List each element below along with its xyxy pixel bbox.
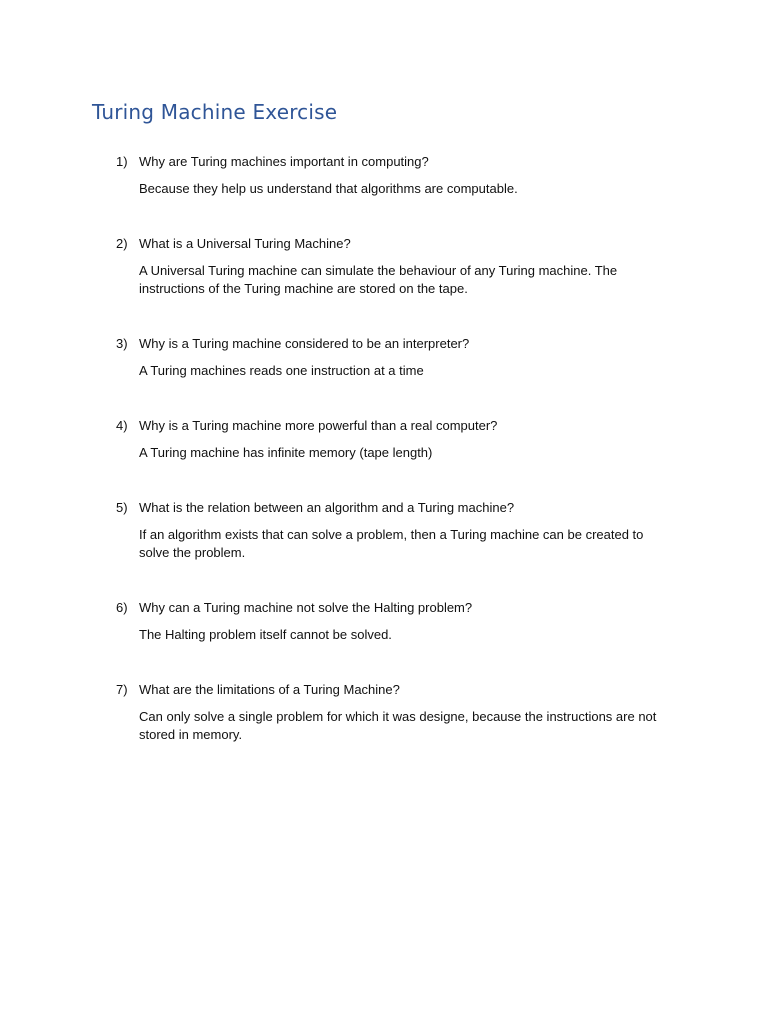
answer-text: A Turing machine has infinite memory (tape length) <box>139 445 433 460</box>
question-text: What are the limitations of a Turing Machine? <box>139 682 400 697</box>
question-text: What is a Universal Turing Machine? <box>139 236 351 251</box>
document-title: Turing Machine Exercise <box>92 100 338 124</box>
answer-text: A Universal Turing machine can simulate the behaviour of any Turing machine. The instructions of the Turing machine are stored on the tape. <box>139 263 618 296</box>
question-number: 5) <box>116 500 128 515</box>
question-text: Why is a Turing machine more powerful than a real computer? <box>139 418 498 433</box>
question-text: Why is a Turing machine considered to be an interpreter? <box>139 336 470 351</box>
answer-text: The Halting problem itself cannot be solved. <box>139 627 392 642</box>
answer-text: If an algorithm exists that can solve a problem, then a Turing machine can be created to solve the problem. <box>139 527 644 560</box>
question-text: What is the relation between an algorithm and a Turing machine? <box>139 500 515 515</box>
question-number: 2) <box>116 236 128 251</box>
question-number: 6) <box>116 600 128 615</box>
question-text: Why are Turing machines important in computing? <box>139 154 429 169</box>
question-number: 7) <box>116 682 128 697</box>
question-text: Why can a Turing machine not solve the Halting problem? <box>139 600 473 615</box>
answer-text: A Turing machines reads one instruction at a time <box>139 363 424 378</box>
question-number: 3) <box>116 336 128 351</box>
question-number: 1) <box>116 154 128 169</box>
question-number: 4) <box>116 418 128 433</box>
answer-text: Can only solve a single problem for which it was designe, because the instructions are not stored in memory. <box>139 709 657 742</box>
answer-text: Because they help us understand that algorithms are computable. <box>139 181 518 196</box>
